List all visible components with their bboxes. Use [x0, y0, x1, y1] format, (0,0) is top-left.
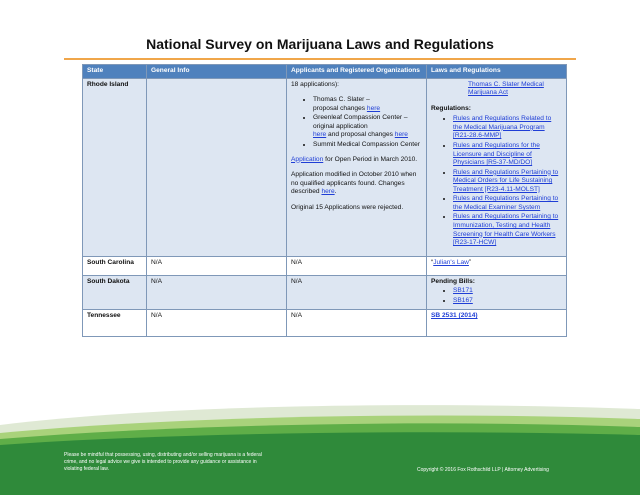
applicant-text: and proposal changes [328, 131, 393, 139]
applicant-name: Greenleaf Compassion Center – [313, 114, 408, 122]
table-row-tennessee [83, 310, 567, 337]
bill-link[interactable]: SB171 [453, 287, 473, 295]
pending-bills-list [431, 287, 562, 305]
list-item [453, 115, 562, 141]
page-title: National Survey on Marijuana Laws and Regulations [146, 36, 494, 52]
general-info-cell: N/A [147, 275, 287, 310]
footer-disclaimer: Please be mindful that possessing, using, distributing and/or selling marijuana is a federal crime, and no legal advice we give is intended to provide any guidance or assistance in violating federal law. [64, 452, 262, 472]
applicants-cell [287, 78, 427, 256]
regulation-link[interactable]: Rules and Regulations for the Licensure and Discipline of Physicians [R5-37-MD/DO] [453, 141, 540, 167]
laws-cell [427, 78, 567, 256]
applicants-list [291, 96, 422, 149]
table-row-south-carolina [83, 256, 567, 275]
list-item [313, 141, 422, 150]
laws-cell [427, 275, 567, 310]
list-item [313, 96, 422, 113]
here-link[interactable]: here [394, 131, 408, 139]
applicant-text: proposal changes [313, 104, 366, 112]
act-paragraph [431, 81, 562, 98]
list-item [453, 213, 562, 247]
list-item [453, 287, 562, 296]
list-item [453, 142, 562, 168]
modified-paragraph: Application modified in October 2010 when no qualified applicants found. Changes described here. [291, 171, 417, 196]
list-item [453, 297, 562, 306]
table-row-rhode-island [83, 78, 567, 256]
state-cell: South Carolina [83, 256, 147, 275]
applicant-name: Thomas C. Slater – [313, 96, 370, 104]
footer-copyright: Copyright © 2016 Fox Rothschild LLP | Attorney Advertising [417, 467, 549, 473]
regulation-link[interactable]: Rules and Regulations Pertaining to Immunization, Testing and Health Screening for Health Care Workers [R23-17-HCW] [453, 213, 559, 247]
quote-close: ” [468, 258, 472, 266]
regulation-link[interactable]: Rules and Regulations Pertaining to Medical Orders for Life Sustaining Treatment [R23-4.11-MOLST] [453, 168, 559, 193]
list-item [313, 114, 422, 140]
regulation-link[interactable]: Rules and Regulations Pertaining to the Medical Examiner System [453, 195, 559, 211]
state-cell: Tennessee [83, 310, 147, 337]
here-link[interactable]: here [321, 188, 335, 196]
laws-cell [427, 256, 567, 275]
pending-bills-label: Pending Bills: [431, 277, 475, 285]
general-info-cell: N/A [147, 256, 287, 275]
bill-link[interactable]: SB167 [453, 296, 473, 304]
table-row-south-dakota [83, 275, 567, 310]
general-info-cell: N/A [147, 310, 287, 337]
applicant-name: Summit Medical Compassion Center [313, 140, 421, 148]
state-cell: South Dakota [83, 275, 147, 310]
header-applicants: Applicants and Registered Organizations [287, 65, 427, 79]
header-laws: Laws and Regulations [427, 65, 567, 79]
julians-law-link[interactable]: Julian's Law [433, 258, 469, 266]
header-state: State [83, 65, 147, 79]
regulations-label: Regulations: [431, 104, 471, 112]
here-link[interactable]: here [366, 104, 381, 112]
original-paragraph: Original 15 Applications were rejected. [291, 203, 404, 211]
state-cell: Rhode Island [83, 78, 147, 256]
applicants-cell: N/A [287, 310, 427, 337]
applicants-cell: N/A [287, 275, 427, 310]
general-info-cell [147, 78, 287, 256]
quote-open: “ [431, 258, 434, 266]
application-link[interactable]: Application [291, 155, 324, 163]
list-item [453, 169, 562, 195]
application-paragraph [291, 156, 422, 165]
table-header-row [83, 65, 567, 79]
applicants-cell: N/A [287, 256, 427, 275]
sb-2531-link[interactable]: SB 2531 (2014) [431, 312, 478, 320]
regulation-link[interactable]: Rules and Regulations Related to the Medical Marijuana Program [R21-28.6-MMP] [453, 115, 552, 140]
footer-swoosh [0, 395, 640, 495]
applicant-text: original application [313, 122, 368, 130]
survey-table [82, 64, 567, 337]
title-divider [64, 58, 576, 60]
applicants-intro: 18 applications): [291, 80, 340, 88]
footer-band [0, 395, 640, 495]
laws-cell [427, 310, 567, 337]
list-item [453, 195, 562, 212]
application-text: for Open Period in March 2010. [325, 155, 418, 163]
regulations-list [431, 115, 562, 247]
act-link[interactable]: Thomas C. Slater Medical Marijuana Act [468, 80, 544, 97]
modified-text: Application modified in October 2010 when no qualified applicants found. Changes described [291, 171, 417, 196]
here-link[interactable]: here [313, 131, 327, 139]
header-general-info: General Info [147, 65, 287, 79]
